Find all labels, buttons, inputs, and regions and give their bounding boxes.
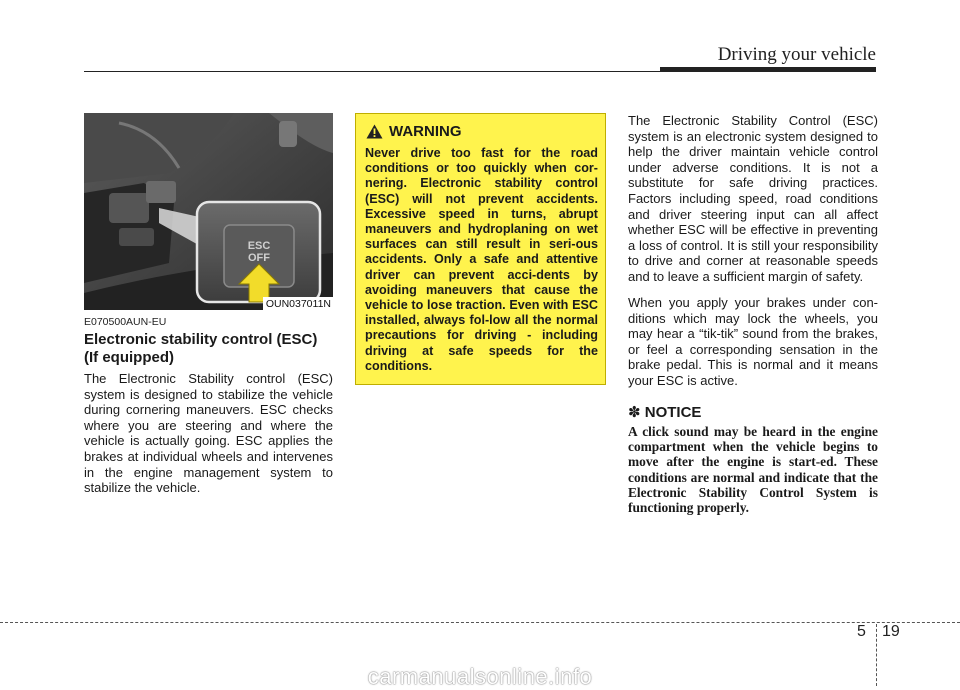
- section-body: The Electronic Stability control (ESC) system is designed to stabilize the vehicle during cornering maneuvers. ESC checks where you are steering and where the vehicle is actually going. ESC applies the brakes at individual wheels and intervenes in the engine management system to stabilize the vehicle.: [84, 371, 333, 496]
- esc-figure: [84, 113, 333, 310]
- esc-description-paragraph: The Electronic Stability Control (ESC) system is an electronic system designed to help the driver maintain vehicle control under adverse conditions. It is not a substitute for safe driving practices. Factors including speed, road conditions and driver steering input can all affect whether ESC will be effective in preventing a loss of control. It is still your responsibility to drive and corner at reasonable speeds and to leave a sufficient margin of safety.: [628, 113, 878, 284]
- button-label-esc: ESC: [247, 240, 271, 252]
- warning-box: [355, 113, 606, 385]
- page-chapter: 5: [857, 623, 866, 640]
- warning-text: Never drive too fast for the road conditions or too quickly when cor-nering. Electronic stability control (ESC) will not prevent accidents. Excessive speed in turns, abrupt maneuvers and hydroplaning on wet surfaces can still result in seri-ous accidents. Only a safe and attentive driver can prevent acci-dents by avoiding maneuvers that cause the vehicle to lose traction. Even with ESC installed, always fol-low all the normal precautions for driving - including driving at safe speeds for the conditions.: [365, 146, 598, 373]
- figure-code: OUN037011N: [263, 297, 333, 310]
- warning-header: [366, 123, 462, 140]
- esc-button-illustration: [84, 113, 333, 310]
- header-rule-thick: [660, 67, 876, 72]
- footer-rule: [0, 622, 960, 623]
- section-code: E070500AUN-EU: [84, 316, 167, 328]
- notice-title: ✽ NOTICE: [628, 404, 702, 421]
- section-title: Electronic stability control (ESC) (If equipped): [84, 331, 318, 366]
- watermark: carmanualsonline.info: [367, 664, 593, 689]
- page-header-title: Driving your vehicle: [717, 44, 876, 65]
- header-rule-thin: [84, 71, 660, 72]
- button-label-off: OFF: [248, 252, 270, 264]
- warning-triangle-icon: [366, 124, 383, 139]
- brake-sound-paragraph: When you apply your brakes under con-ditions which may lock the wheels, you may hear a “tik-tik” sound from the brakes, or feel a corresponding sensation in the brake pedal. This is normal and it means your ESC is active.: [628, 295, 878, 388]
- warning-title: WARNING: [389, 123, 462, 140]
- notice-text: A click sound may be heard in the engine compartment when the vehicle begins to move after the engine is start-ed. These conditions are normal and indicate that the Electronic Stability Control System is functioning properly.: [628, 424, 878, 516]
- page-number: 19: [882, 623, 900, 640]
